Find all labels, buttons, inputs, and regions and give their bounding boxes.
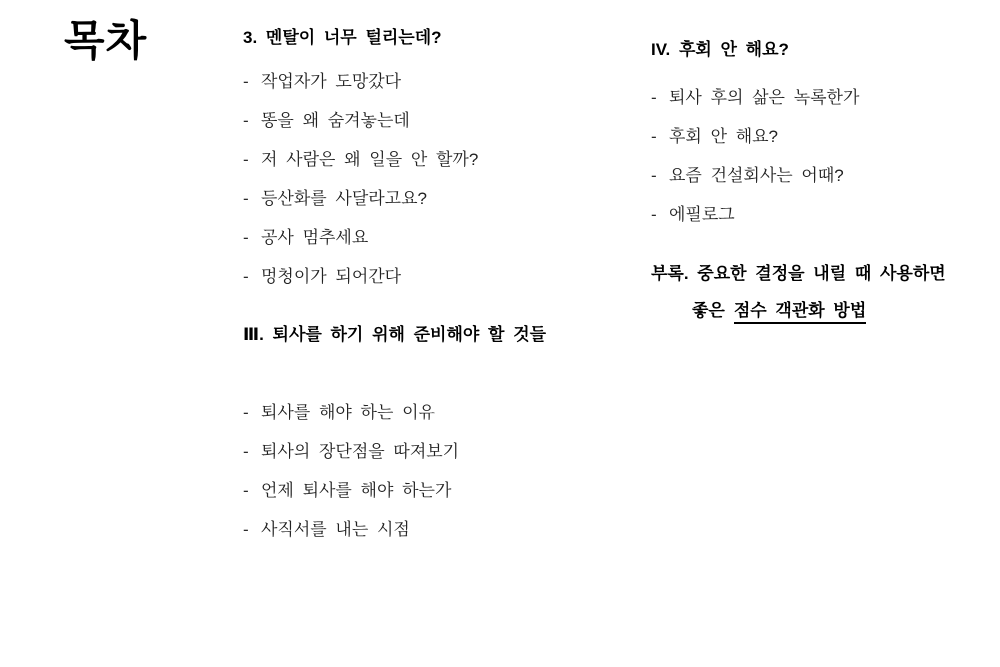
dash-bullet: - xyxy=(243,481,249,500)
toc-item xyxy=(243,150,573,170)
dash-bullet: - xyxy=(243,189,249,208)
appendix-heading xyxy=(651,263,991,322)
toc-item-label: 똥을 왜 숨겨놓는데 xyxy=(261,111,410,130)
dash-bullet: - xyxy=(243,72,249,91)
toc-item xyxy=(651,127,991,147)
toc-item-label: 멍청이가 되어간다 xyxy=(261,267,402,286)
toc-item xyxy=(243,111,573,131)
toc-item-label: 퇴사를 해야 하는 이유 xyxy=(261,403,435,422)
toc-item xyxy=(243,403,573,423)
toc-section-iii xyxy=(243,325,573,540)
toc-item-label: 후회 안 해요? xyxy=(669,127,779,146)
toc-item xyxy=(243,520,573,540)
toc-item xyxy=(243,189,573,209)
toc-item xyxy=(651,166,991,186)
toc-item-label: 등산화를 사달라고요? xyxy=(261,189,427,208)
dash-bullet: - xyxy=(651,88,657,107)
toc-item-label: 퇴사의 장단점을 따져보기 xyxy=(261,442,460,461)
toc-item xyxy=(651,88,991,108)
appendix-line2-underlined: 점수 객관화 방법 xyxy=(734,301,866,324)
page-title: 목차 xyxy=(64,17,148,64)
toc-item xyxy=(243,72,573,92)
dash-bullet: - xyxy=(243,111,249,130)
dash-bullet: - xyxy=(243,228,249,247)
toc-item-label: 작업자가 도망갔다 xyxy=(261,72,402,91)
dash-bullet: - xyxy=(651,166,657,185)
dash-bullet: - xyxy=(243,442,249,461)
toc-item xyxy=(243,267,573,287)
section-heading-iv: IV. 후회 안 해요? xyxy=(651,40,789,59)
toc-item-label: 공사 멈추세요 xyxy=(261,228,369,247)
toc-item-label: 퇴사 후의 삶은 녹록한가 xyxy=(669,88,860,107)
toc-column-left xyxy=(243,28,573,559)
toc-section-iv xyxy=(651,40,991,225)
appendix-line2-prefix: 좋은 xyxy=(692,301,725,320)
dash-bullet: - xyxy=(243,267,249,286)
appendix-line1: 부록. 중요한 결정을 내릴 때 사용하면 xyxy=(651,264,946,283)
dash-bullet: - xyxy=(651,205,657,224)
toc-section-3 xyxy=(243,28,573,287)
section-heading-iii: Ⅲ. 퇴사를 하기 위해 준비해야 할 것들 xyxy=(243,325,547,344)
appendix-line2 xyxy=(692,300,991,322)
dash-bullet: - xyxy=(651,127,657,146)
toc-item xyxy=(243,228,573,248)
toc-item-label: 언제 퇴사를 해야 하는가 xyxy=(261,481,452,500)
dash-bullet: - xyxy=(243,520,249,539)
section-heading-3: 3. 멘탈이 너무 털리는데? xyxy=(243,28,442,47)
dash-bullet: - xyxy=(243,403,249,422)
toc-column-right xyxy=(651,40,991,322)
toc-item-label: 에필로그 xyxy=(669,205,735,224)
toc-item-label: 저 사람은 왜 일을 안 할까? xyxy=(261,150,479,169)
toc-item xyxy=(651,205,991,225)
toc-item xyxy=(243,442,573,462)
toc-item-label: 요즘 건설회사는 어때? xyxy=(669,166,844,185)
toc-item-label: 사직서를 내는 시점 xyxy=(261,520,410,539)
toc-item xyxy=(243,481,573,501)
dash-bullet: - xyxy=(243,150,249,169)
